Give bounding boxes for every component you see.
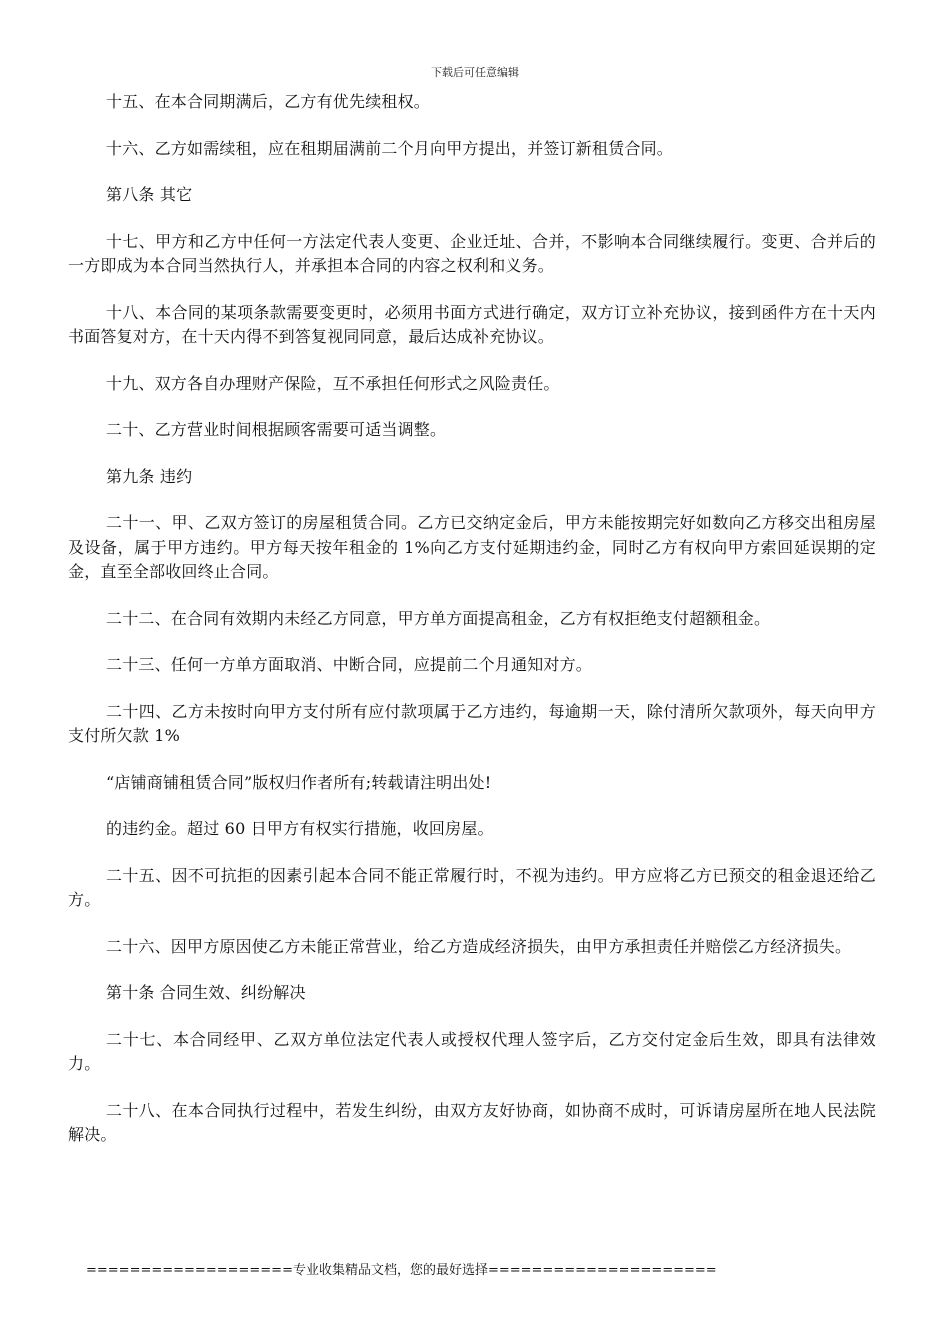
clause-20: 二十、乙方营业时间根据顾客需要可适当调整。	[106, 420, 447, 439]
clause-26: 二十六、因甲方原因使乙方未能正常营业，给乙方造成经济损失，由甲方承担责任并赔偿乙方经济损失。	[106, 936, 852, 956]
clause-24-continued: 的违约金。超过 60 日甲方有权实行措施，收回房屋。	[106, 819, 494, 838]
document-body	[68, 90, 876, 1170]
clause-24: 二十四、乙方未按时向甲方支付所有应付款项属于乙方违约，每逾期一天，除付清所欠款项外，每天向甲方支付所欠款 1%	[68, 701, 876, 745]
clause-22: 二十二、在合同有效期内未经乙方同意，甲方单方面提高租金，乙方有权拒绝支付超额租金。	[106, 608, 771, 628]
clause-28: 二十八、在本合同执行过程中，若发生纠纷，由双方友好协商，如协商不成时，可诉请房屋所在地人民法院解决。	[68, 1100, 876, 1144]
page-header: 下载后可任意编辑	[431, 66, 519, 79]
clause-15: 十五、在本合同期满后，乙方有优先续租权。	[106, 92, 431, 111]
page-footer: ===================专业收集精品文档，您的最好选择=====================	[86, 1263, 717, 1278]
section-heading-article-8: 第八条 其它	[106, 185, 193, 204]
clause-16: 十六、乙方如需续租，应在租期届满前二个月向甲方提出，并签订新租赁合同。	[106, 138, 674, 158]
clause-18: 十八、本合同的某项条款需要变更时，必须用书面方式进行确定，双方订立补充协议，接到函件方在十天内书面答复对方，在十天内得不到答复视同同意，最后达成补充协议。	[68, 302, 876, 346]
clause-25: 二十五、因不可抗拒的因素引起本合同不能正常履行时，不视为违约。甲方应将乙方已预交的租金退还给乙方。	[68, 865, 876, 909]
copyright-notice: “店铺商铺租赁合同”版权归作者所有;转载请注明出处!	[106, 772, 492, 792]
section-heading-article-10: 第十条 合同生效、纠纷解决	[106, 983, 306, 1002]
section-heading-article-9: 第九条 违约	[106, 466, 193, 486]
clause-19: 十九、双方各自办理财产保险，互不承担任何形式之风险责任。	[106, 373, 560, 393]
clause-17: 十七、甲方和乙方中任何一方法定代表人变更、企业迁址、合并，不影响本合同继续履行。变更、合并后的一方即成为本合同当然执行人，并承担本合同的内容之权利和义务。	[68, 231, 876, 275]
clause-23: 二十三、任何一方单方面取消、中断合同，应提前二个月通知对方。	[106, 655, 593, 674]
clause-21: 二十一、甲、乙双方签订的房屋租赁合同。乙方已交纳定金后，甲方未能按期完好如数向乙方移交出租房屋及设备，属于甲方违约。甲方每天按年租金的 1%向乙方支付延期违约金，同时乙方有权向甲方索回延误期的定金，直至全部收回终止合同。	[68, 513, 876, 581]
clause-27: 二十七、本合同经甲、乙双方单位法定代表人或授权代理人签字后，乙方交付定金后生效，即具有法律效力。	[68, 1029, 876, 1073]
